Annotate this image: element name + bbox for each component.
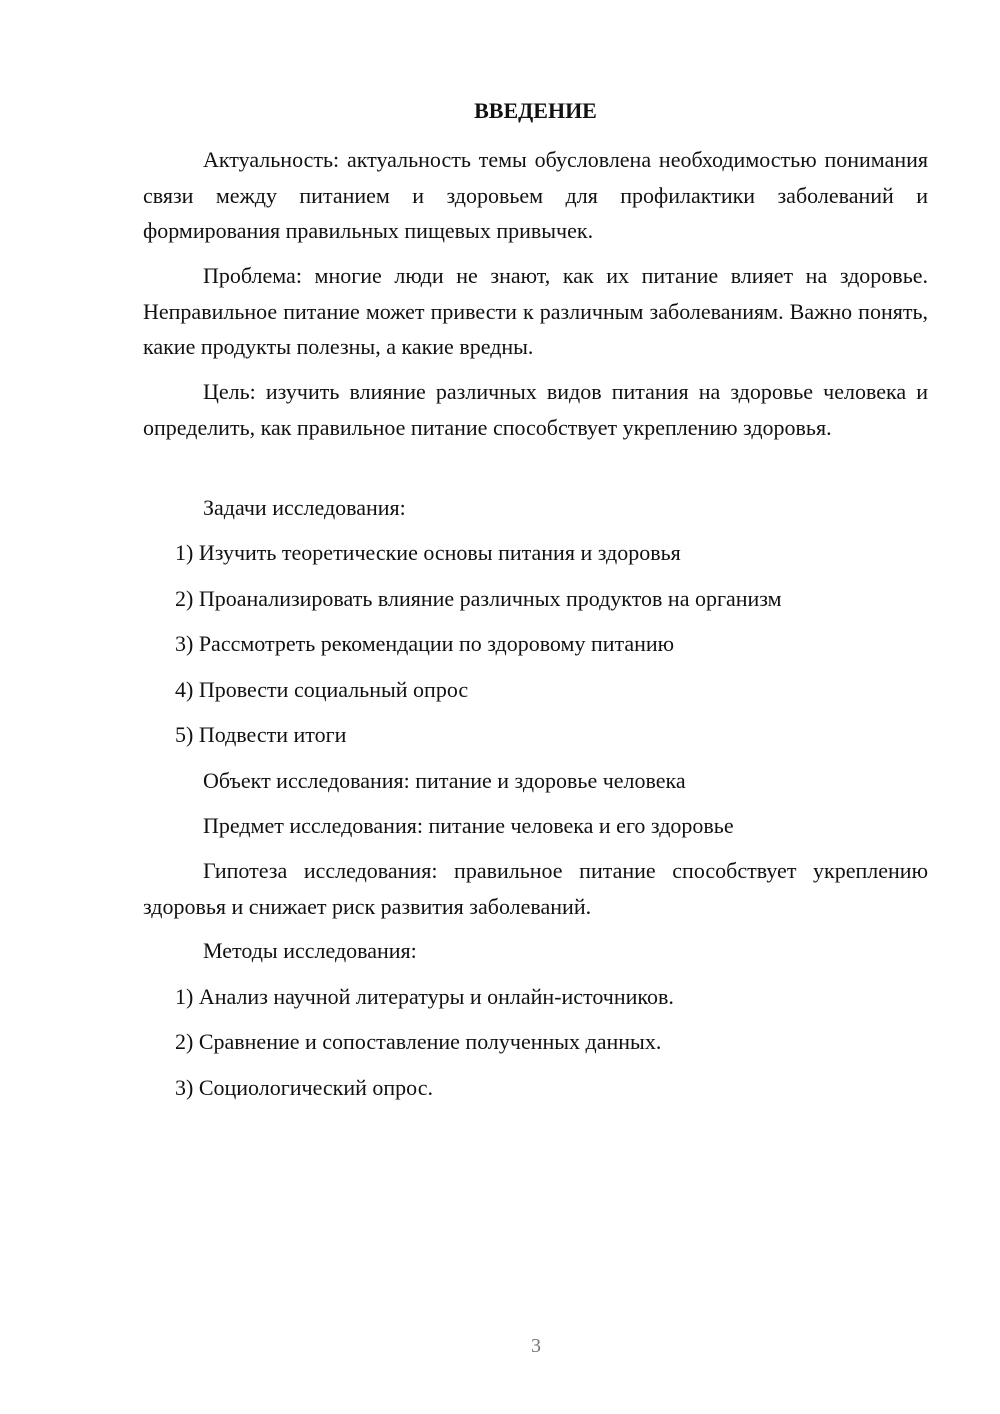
task-item: 3) Рассмотреть рекомендации по здоровому питанию — [175, 631, 675, 656]
section-heading: ВВЕДЕНИЕ — [474, 98, 597, 123]
task-item: 1) Изучить теоретические основы питания и здоровья — [175, 540, 681, 565]
page-number: 3 — [531, 1335, 541, 1357]
methods-label: Методы исследования: — [203, 938, 417, 963]
method-item: 2) Сравнение и сопоставление полученных данных. — [175, 1029, 662, 1054]
method-item: 1) Анализ научной литературы и онлайн-источников. — [175, 984, 674, 1009]
hypothesis-paragraph: Гипотеза исследования: правильное питание способствует укреплению здоровья и снижает риск развития заболеваний. — [143, 858, 928, 919]
task-item: 4) Провести социальный опрос — [175, 677, 469, 702]
task-item: 2) Проанализировать влияние различных продуктов на организм — [175, 586, 782, 611]
task-item: 5) Подвести итоги — [175, 722, 347, 747]
relevance-paragraph: Актуальность: актуальность темы обусловлена необходимостью понимания связи между питанием и здоровьем для профилактики заболеваний и формирования правильных пищевых привычек. — [143, 147, 928, 243]
problem-paragraph: Проблема: многие люди не знают, как их питание влияет на здоровье. Неправильное питание может привести к различным заболеваниям. Важно понять, какие продукты полезны, а какие вредны. — [143, 263, 928, 359]
method-item: 3) Социологический опрос. — [175, 1075, 433, 1100]
tasks-label: Задачи исследования: — [203, 495, 406, 520]
goal-paragraph: Цель: изучить влияние различных видов питания на здоровье человека и определить, как правильное питание способствует укреплению здоровья. — [143, 379, 928, 440]
object-line: Объект исследования: питание и здоровье человека — [203, 768, 686, 793]
subject-line: Предмет исследования: питание человека и его здоровье — [203, 813, 734, 838]
